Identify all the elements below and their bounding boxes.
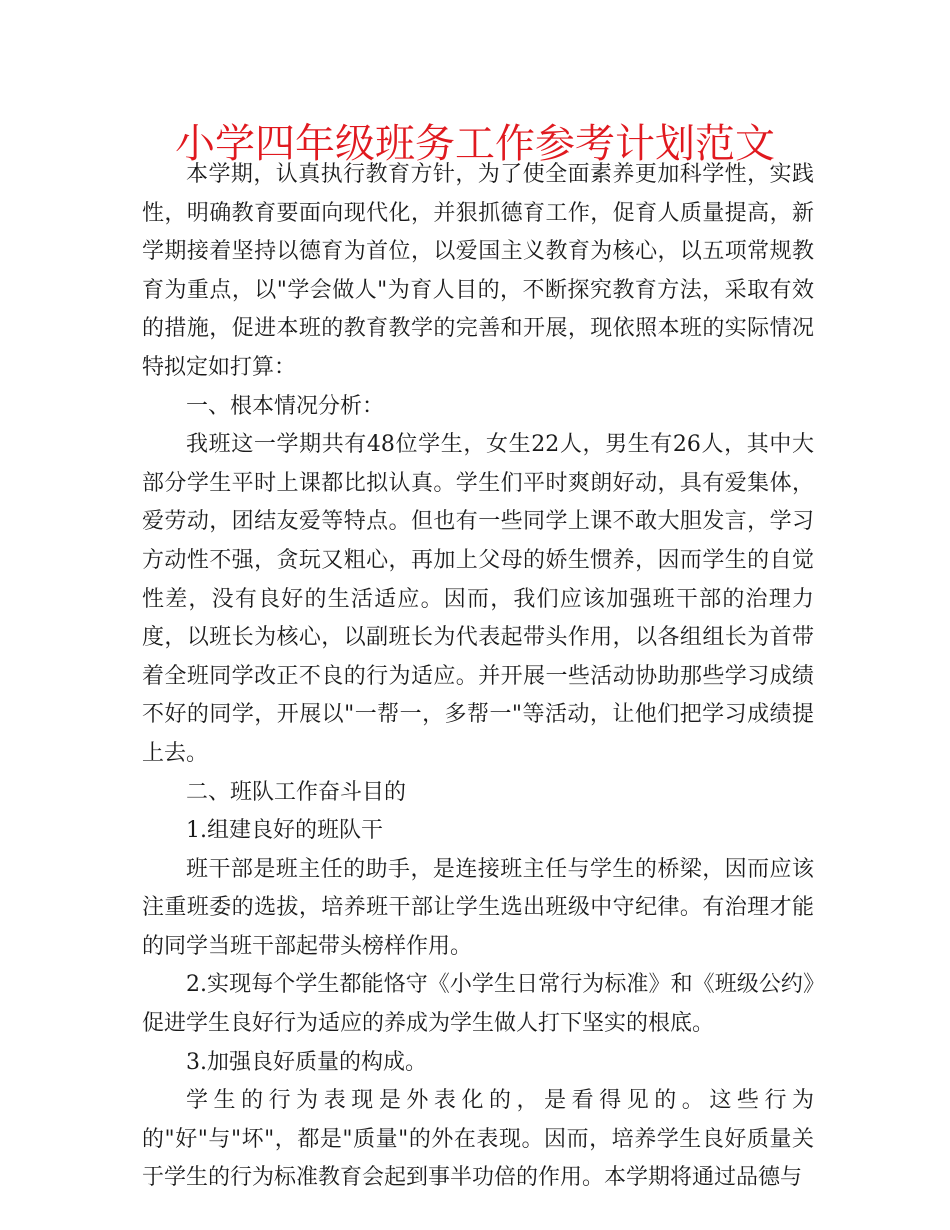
goal-item-3: 3.加强良好质量的构成。 — [186, 1049, 427, 1075]
section-heading-goals: 二、班队工作奋斗目的 — [186, 779, 407, 805]
goal-item-1: 1.组建良好的班队干 — [186, 818, 383, 844]
goal-3-paragraph: 学生的行为表现是外表化的，是看得见的。这些行为的"好"与"坏"，都是"质量"的外在表现。因而，培养学生良好质量关于学生的行为标准教育会起到事半功倍的作用。本学期将通过品德与 — [142, 1088, 814, 1191]
goal-1-paragraph: 班干部是班主任的助手，是连接班主任与学生的桥梁，因而应该注重班委的选拔，培养班干部让学生选出班级中守纪律。有治理才能的同学当班干部起带头榜样作用。 — [142, 856, 814, 959]
situation-paragraph: 我班这一学期共有48位学生，女生22人，男生有26人，其中大部分学生平时上课都比拟认真。学生们平时爽朗好动，具有爱集体，爱劳动，团结友爱等特点。但也有一些同学上课不敢大胆发言，学习方动性不强，贪玩又粗心，再加上父母的娇生惯养，因而学生的自觉性差，没有良好的生活适应。因而，我们应该加强班干部的治理力度，以班长为核心，以副班长为代表起带头作用，以各组组长为首带着全班同学改正不良的行为适应。并开展一些活动协助那些学习成绩不好的同学，开展以"一帮一，多帮一"等活动，让他们把学习成绩提上去。 — [142, 432, 814, 766]
section-heading-situation: 一、根本情况分析： — [186, 393, 385, 419]
document-title: 小学四年级班务工作参考计划范文 — [175, 121, 775, 167]
goal-item-2: 2.实现每个学生都能恪守《小学生日常行为标准》和《班级公约》促进学生良好行为适应的养成为学生做人打下坚实的根底。 — [142, 972, 814, 1037]
intro-paragraph: 本学期，认真执行教育方针，为了使全面素养更加科学性，实践性，明确教育要面向现代化，并狠抓德育工作，促育人质量提高，新学期接着坚持以德育为首位，以爱国主义教育为核心，以五项常规教育为重点，以"学会做人"为育人目的，不断探究教育方法，采取有效的措施，促进本班的教育教学的完善和开展，现依照本班的实际情况特拟定如打算： — [142, 162, 814, 380]
document-body — [142, 156, 814, 1198]
